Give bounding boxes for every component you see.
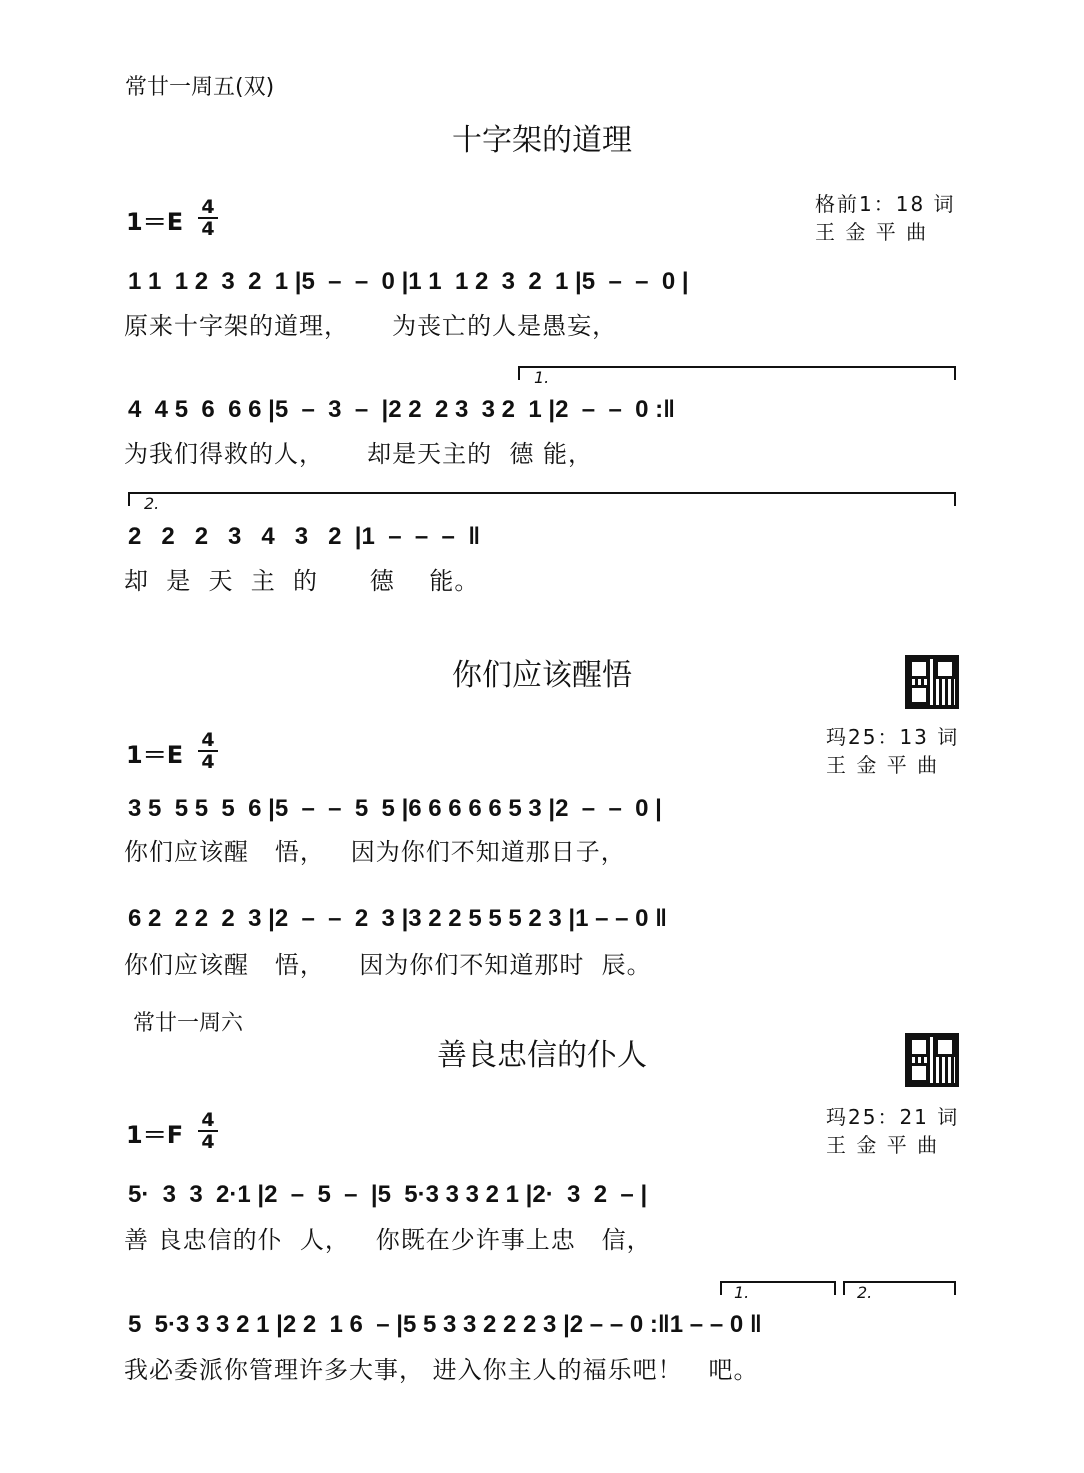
time-signature: [198, 731, 218, 771]
time-numerator: 4: [201, 1109, 215, 1131]
time-denominator: 4: [201, 218, 215, 240]
lyrics-line: 你们应该醒 悟， 因为你们不知道那时 辰。: [124, 951, 652, 979]
ending-label: 2.: [144, 494, 160, 513]
lyrics-line: 你们应该醒 悟， 因为你们不知道那日子，: [124, 838, 626, 866]
lyrics-line: 善 良忠信的仆 人， 你既在少许事上忠 信，: [124, 1226, 652, 1254]
music-credit: 王 金 平 曲: [826, 753, 940, 777]
notation-line: 5· 3 3 2·1 |2 – 5 – |5 5·3 3 3 2 1 |2· 3 2 – |: [128, 1181, 648, 1208]
notation-line: 3 5 5 5 5 6 |5 – – 5 5 |6 6 6 6 6 5 3 |2 – – 0 |: [128, 795, 662, 822]
song-title: 十字架的道理: [452, 123, 632, 158]
ending-label: 1.: [534, 368, 550, 387]
time-denominator: 4: [201, 751, 215, 773]
lyric-credit: 格前1：18 词: [815, 192, 956, 216]
key-signature: 1＝E: [126, 741, 184, 769]
music-credit: 王 金 平 曲: [826, 1133, 940, 1157]
day-label-saturday: 常廿一周六: [133, 1011, 244, 1036]
ending-label: 1.: [734, 1283, 750, 1302]
ending-bracket: [128, 492, 956, 494]
lyrics-line: 我必委派你管理许多大事， 进入你主人的福乐吧！ 吧。: [124, 1356, 759, 1384]
lyrics-line: 为我们得救的人， 却是天主的 德 能，: [124, 440, 594, 468]
music-credit: 王 金 平 曲: [815, 220, 929, 244]
time-denominator: 4: [201, 1131, 215, 1153]
key-signature: 1＝F: [126, 1121, 184, 1149]
qr-code-icon: [905, 1033, 959, 1087]
day-label-friday: 常廿一周五(双): [125, 75, 275, 100]
key-signature: 1＝E: [126, 208, 184, 236]
notation-line: 6 2 2 2 2 3 |2 – – 2 3 |3 2 2 5 5 5 2 3 |1 – – 0 ‖: [128, 905, 668, 932]
time-numerator: 4: [201, 196, 215, 218]
notation-line: 5 5·3 3 3 2 1 |2 2 1 6 – |5 5 3 3 2 2 2 3 |2 – – 0 :‖1 – – 0 ‖: [128, 1311, 762, 1338]
time-signature: [198, 198, 218, 238]
song-title: 善良忠信的仆人: [437, 1038, 647, 1073]
qr-code-icon: [905, 655, 959, 709]
time-signature: [198, 1111, 218, 1151]
notation-line: 2 2 2 3 4 3 2 |1 – – – ‖: [128, 523, 481, 550]
notation-line: 4 4 5 6 6 6 |5 – 3 – |2 2 2 3 3 2 1 |2 – – 0 :‖: [128, 396, 676, 423]
lyric-credit: 玛25：21 词: [826, 1105, 960, 1129]
lyrics-line: 原来十字架的道理， 为丧亡的人是愚妄，: [124, 312, 618, 340]
time-numerator: 4: [201, 729, 215, 751]
lyrics-line: 却 是 天 主 的 德 能。: [124, 567, 480, 595]
lyric-credit: 玛25：13 词: [826, 725, 960, 749]
ending-bracket: [518, 366, 956, 368]
ending-label: 2.: [857, 1283, 873, 1302]
notation-line: 1 1 1 2 3 2 1 |5 – – 0 |1 1 1 2 3 2 1 |5 – – 0 |: [128, 268, 689, 295]
song-title: 你们应该醒悟: [452, 658, 632, 693]
